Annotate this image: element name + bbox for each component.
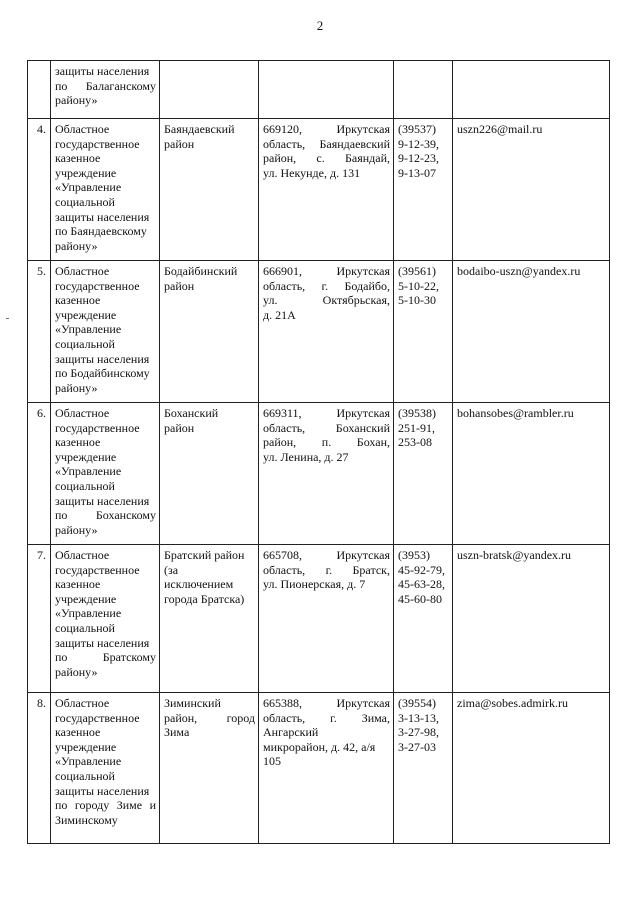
district-cell — [160, 119, 259, 261]
address-cell — [259, 119, 394, 261]
address-line: ул. Октябрьская, — [263, 293, 390, 308]
email-cell — [453, 403, 610, 545]
district-line: Зима — [164, 725, 190, 740]
address-cell — [259, 545, 394, 693]
table-row — [28, 545, 610, 693]
phone-line: (39537) — [398, 122, 436, 136]
phone-line: (39554) — [398, 696, 436, 710]
email-address: uszn226@mail.ru — [457, 122, 543, 136]
organization-line: Областное — [55, 264, 110, 278]
address-line: район, п. Бохан, — [263, 435, 390, 450]
phone-line: 9-13-07 — [398, 165, 436, 180]
organization-line: государственное — [55, 420, 140, 435]
organization-line: казенное — [55, 435, 101, 450]
organization-line: «Управление — [55, 322, 122, 337]
address-line: 105 — [263, 754, 281, 769]
organization-line: Областное — [55, 548, 110, 562]
organization-line: социальной — [55, 620, 115, 635]
organization-line: государственное — [55, 710, 140, 725]
address-line: ул. Некунде, д. 131 — [263, 165, 361, 180]
organization-cell — [51, 693, 160, 844]
table-row — [28, 119, 610, 261]
email-cell — [453, 545, 610, 693]
organization-line: по Боханскому — [55, 508, 156, 523]
district-line: район, город — [164, 710, 255, 725]
address-line: 666901, Иркутская — [263, 264, 390, 278]
address-cell — [259, 261, 394, 403]
phone-line: (3953) — [398, 548, 430, 562]
phone-line: 5-10-22, — [398, 278, 439, 293]
row-number: 8. — [28, 693, 51, 844]
district-cell — [160, 403, 259, 545]
district-line: города Братска) — [164, 591, 245, 606]
district-cell — [160, 545, 259, 693]
address-line: 665708, Иркутская — [263, 548, 390, 562]
organization-line: Областное — [55, 696, 110, 710]
address-line: область, г. Зима, — [263, 710, 390, 725]
organization-cell — [51, 545, 160, 693]
organization-line: социальной — [55, 336, 115, 351]
address-line: ул. Ленина, д. 27 — [263, 449, 349, 464]
phone-cell — [394, 545, 453, 693]
district-cell — [160, 61, 259, 119]
phone-line: 3-13-13, — [398, 710, 439, 725]
phone-cell — [394, 403, 453, 545]
email-address: bodaibo-uszn@yandex.ru — [457, 264, 581, 278]
district-line: Зиминский — [164, 696, 221, 710]
address-line: район, с. Баяндай, — [263, 151, 390, 166]
organization-line: казенное — [55, 577, 101, 592]
institutions-table — [27, 60, 610, 844]
organization-line: Зиминскому — [55, 812, 118, 827]
organization-line: «Управление — [55, 606, 122, 621]
email-address: uszn-bratsk@yandex.ru — [457, 548, 572, 562]
organization-line: государственное — [55, 562, 140, 577]
district-cell — [160, 261, 259, 403]
phone-line: 45-92-79, — [398, 562, 445, 577]
organization-line: «Управление — [55, 464, 122, 479]
organization-line: «Управление — [55, 180, 122, 195]
phone-cell — [394, 261, 453, 403]
district-line: исключением — [164, 577, 234, 592]
email-cell — [453, 119, 610, 261]
phone-line: (39538) — [398, 406, 436, 420]
organization-line: казенное — [55, 151, 101, 166]
organization-line: защиты населения — [55, 493, 150, 508]
organization-line: по Баяндаевскому — [55, 224, 147, 239]
organization-line: району» — [55, 664, 98, 679]
address-line: Ангарский — [263, 725, 319, 740]
email-address: bohansobes@rambler.ru — [457, 406, 574, 420]
table-row-continuation — [28, 61, 610, 119]
organization-line: по Бодайбинскому — [55, 366, 150, 381]
district-line: район — [164, 136, 195, 151]
row-number: 7. — [28, 545, 51, 693]
organization-line: государственное — [55, 278, 140, 293]
address-line: область, г. Братск, — [263, 562, 390, 577]
district-line: район — [164, 278, 195, 293]
phone-line: 251-91, — [398, 420, 435, 435]
email-cell — [453, 61, 610, 119]
organization-line: защиты населения — [55, 783, 150, 798]
district-cell — [160, 693, 259, 844]
district-line: (за — [164, 562, 179, 577]
phone-line: 5-10-30 — [398, 293, 436, 308]
organization-line: казенное — [55, 725, 101, 740]
row-number: 5. — [28, 261, 51, 403]
address-line: ул. Пионерская, д. 7 — [263, 577, 366, 592]
organization-line: району» — [55, 238, 98, 253]
organization-line: учреждение — [55, 165, 117, 180]
district-line: Боханский — [164, 406, 219, 420]
address-line: 665388, Иркутская — [263, 696, 390, 710]
organization-cell — [51, 403, 160, 545]
organization-line: казенное — [55, 293, 101, 308]
organization-cell — [51, 61, 160, 119]
district-line: Бодайбинский — [164, 264, 238, 278]
address-line: область, Боханский — [263, 420, 390, 435]
email-cell — [453, 261, 610, 403]
address-line: 669120, Иркутская — [263, 122, 390, 136]
organization-line: защиты населения — [55, 64, 150, 78]
organization-line: защиты населения — [55, 351, 150, 366]
address-line: д. 21А — [263, 307, 296, 322]
address-line: 669311, Иркутская — [263, 406, 390, 420]
address-cell — [259, 693, 394, 844]
phone-line: 45-63-28, — [398, 577, 445, 592]
row-number-cell — [28, 61, 51, 119]
phone-line: 9-12-23, — [398, 151, 439, 166]
page-number: 2 — [316, 18, 324, 33]
address-cell — [259, 403, 394, 545]
phone-line: 3-27-98, — [398, 725, 439, 740]
phone-line: 45-60-80 — [398, 591, 442, 606]
row-number: 4. — [28, 119, 51, 261]
district-line: Баяндаевский — [164, 122, 235, 136]
organization-line: Областное — [55, 406, 110, 420]
table-row — [28, 693, 610, 844]
organization-line: социальной — [55, 768, 115, 783]
organization-line: государственное — [55, 136, 140, 151]
organization-line: социальной — [55, 478, 115, 493]
organization-line: району» — [55, 522, 98, 537]
phone-line: (39561) — [398, 264, 436, 278]
organization-line: Областное — [55, 122, 110, 136]
district-line: район — [164, 420, 195, 435]
address-line: область, г. Бодайбо, — [263, 278, 390, 293]
email-cell — [453, 693, 610, 844]
phone-line: 253-08 — [398, 435, 432, 450]
organization-line: «Управление — [55, 754, 122, 769]
district-line: Братский район — [164, 548, 245, 562]
organization-line: учреждение — [55, 449, 117, 464]
organization-line: защиты населения — [55, 635, 150, 650]
organization-line: защиты населения — [55, 209, 150, 224]
organization-line: социальной — [55, 194, 115, 209]
organization-line: району» — [55, 93, 98, 108]
organization-line: учреждение — [55, 591, 117, 606]
address-line: область, Баяндаевский — [263, 136, 390, 151]
table-row — [28, 261, 610, 403]
address-line: микрорайон, д. 42, а/я — [263, 739, 376, 754]
address-cell — [259, 61, 394, 119]
organization-line: учреждение — [55, 307, 117, 322]
organization-cell — [51, 261, 160, 403]
organization-cell — [51, 119, 160, 261]
phone-cell — [394, 693, 453, 844]
row-number: 6. — [28, 403, 51, 545]
phone-line: 9-12-39, — [398, 136, 439, 151]
organization-line: учреждение — [55, 739, 117, 754]
email-address: zima@sobes.admirk.ru — [457, 696, 569, 710]
organization-line: по Братскому — [55, 650, 156, 665]
organization-line: по городу Зиме и — [55, 798, 156, 813]
phone-line: 3-27-03 — [398, 739, 436, 754]
organization-line: по Балаганскому — [55, 78, 156, 93]
phone-cell — [394, 119, 453, 261]
table-row — [28, 403, 610, 545]
organization-line: району» — [55, 380, 98, 395]
phone-cell — [394, 61, 453, 119]
margin-mark — [6, 318, 9, 319]
